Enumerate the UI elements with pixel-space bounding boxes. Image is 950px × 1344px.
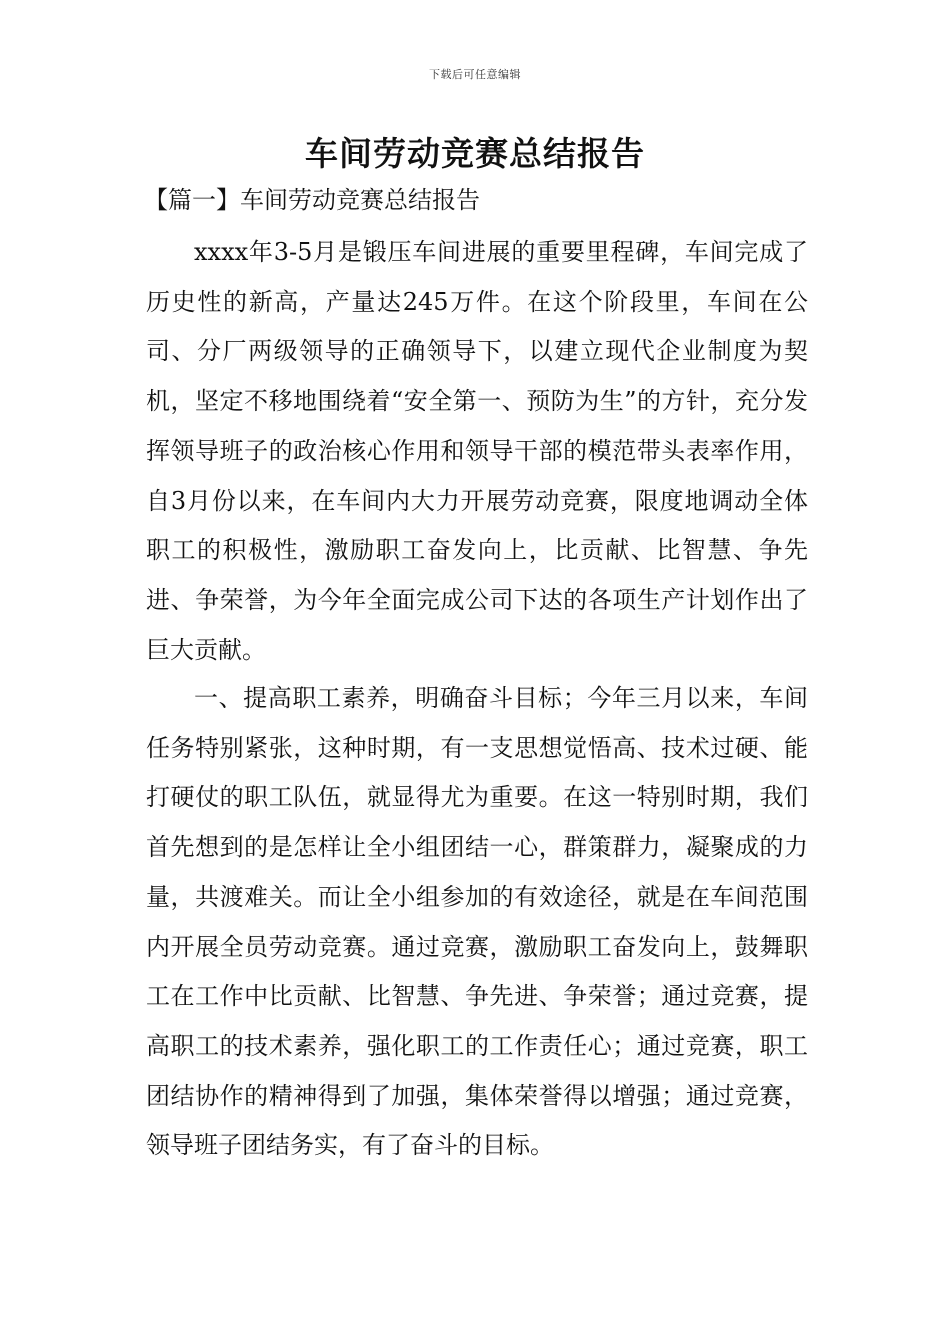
document-title: 车间劳动竞赛总结报告 [305, 134, 645, 173]
body-paragraph-2: 一、提高职工素养，明确奋斗目标；今年三月以来，车间任务特别紧张，这种时期，有一支思想觉悟高、技术过硬、能打硬仗的职工队伍，就显得尤为重要。在这一特别时期，我们首先想到的是怎样让全小组团结一心，群策群力，凝聚成的力量，共渡难关。而让全小组参加的有效途径，就是在车间范围内开展全员劳动竞赛。通过竞赛，激励职工奋发向上，鼓舞职工在工作中比贡献、比智慧、争先进、争荣誉；通过竞赛，提高职工的技术素养，强化职工的工作责任心；通过竞赛，职工团结协作的精神得到了加强，集体荣誉得以增强；通过竞赛，领导班子团结务实，有了奋斗的目标。 [146, 684, 808, 1160]
header-note: 下载后可任意编辑 [429, 68, 521, 81]
section-heading: 【篇一】车间劳动竞赛总结报告 [144, 186, 480, 214]
body-paragraph-1: xxxx年3-5月是锻压车间进展的重要里程碑，车间完成了历史性的新高，产量达245万件。在这个阶段里，车间在公司、分厂两级领导的正确领导下，以建立现代企业制度为契机，坚定不移地围绕着“安全第一、预防为生”的方针，充分发挥领导班子的政治核心作用和领导干部的模范带头表率作用，自3月份以来，在车间内大力开展劳动竞赛，限度地调动全体职工的积极性，激励职工奋发向上，比贡献、比智慧、争先进、争荣誉，为今年全面完成公司下达的各项生产计划作出了巨大贡献。 [146, 238, 808, 664]
